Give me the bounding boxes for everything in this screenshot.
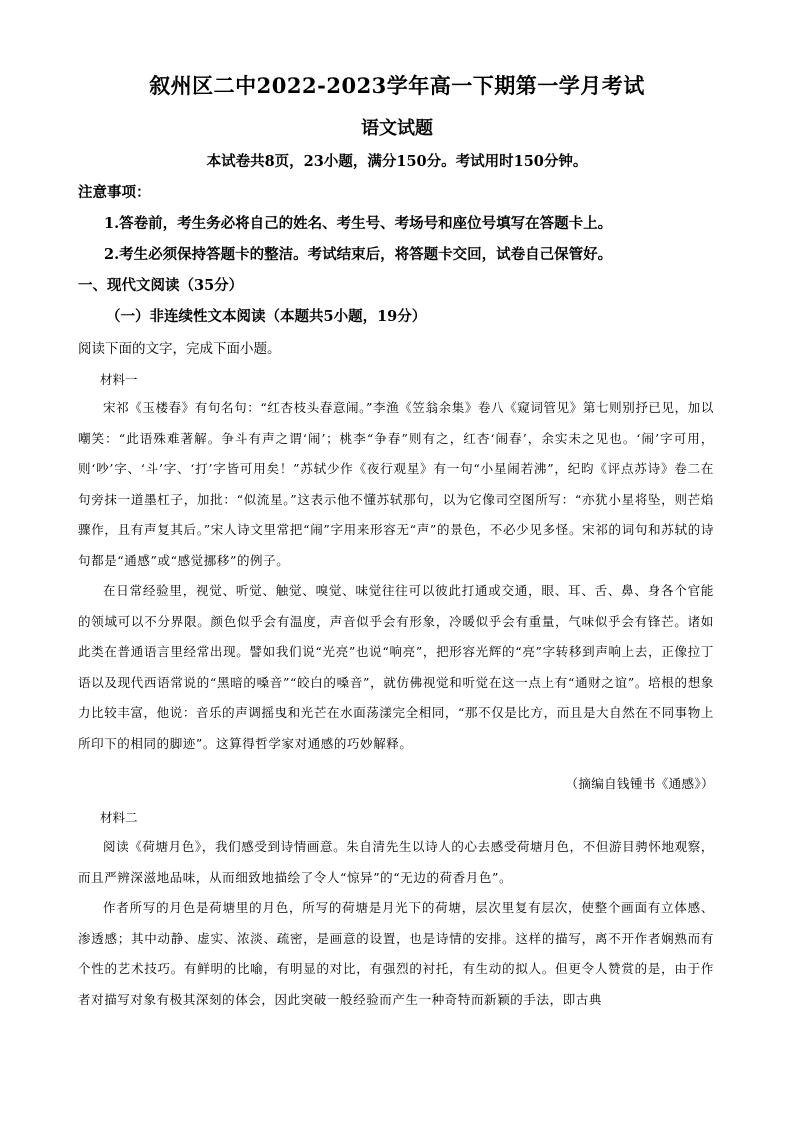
material-1-body (78, 393, 714, 759)
notice-heading: 注意事项： (78, 184, 151, 201)
material-1-paragraph-2: 在日常经验里，视觉、听觉、触觉、嗅觉、味觉往往可以彼此打通或交通，眼、耳、舌、鼻、身各个官能的领域可以不分界限。颜色似乎会有温度，声音似乎会有形象，冷暖似乎会有重量，气味似乎会有锋芒。诸如此类在普通语言里经常出现。譬如我们说“光亮”也说“响亮”，把形容光辉的“亮”字转移到声响上去，正像拉丁语以及现代西语常说的“黑暗的嗓音”“皎白的嗓音”，就仿佛视觉和听觉在这一点上有“通财之谊”。培根的想象力比较丰富，他说：音乐的声调摇曳和光芒在水面荡漾完全相同，“那不仅是比方，而且是大自然在不同事物上所印下的相同的脚迹”。这算得哲学家对通感的巧妙解释。 (78, 583, 714, 751)
subject-title: 语文试题 (361, 118, 433, 139)
material-2-body (78, 832, 714, 1015)
material-2-paragraph-2: 作者所写的月色是荷塘里的月色，所写的荷塘是月光下的荷塘，层次里复有层次，使整个画面有立体感、渗透感；其中动静、虚实、浓淡、疏密，是画意的设置，也是诗情的安排。这样的描写，离不开作者娴熟而有个性的艺术技巧。有鲜明的比喻，有明显的对比，有强烈的衬托，有生动的拟人。但更令人赞赏的是，由于作者对描写对象有极其深刻的体会，因此突破一般经验而产生一种奇特而新颖的手法，即古典 (78, 900, 714, 1007)
material-2-paragraph-1: 阅读《荷塘月色》，我们感受到诗情画意。朱自清先生以诗人的心去感受荷塘月色，不但游目骋怀地观察，而且严辨深滋地品味，从而细致地描绘了令人“惊异”的“无边的荷香月色”。 (78, 839, 714, 885)
reading-instruction: 阅读下面的文字，完成下面小题。 (78, 341, 281, 357)
exam-info: 本试卷共8页，23小题，满分150分。考试用时150分钟。 (206, 153, 588, 170)
notice-item-2: 2.考生必须保持答题卡的整洁。考试结束后，将答题卡交回，试卷自己保管好。 (104, 246, 613, 263)
notice-item-1: 1.答卷前，考生务必将自己的姓名、考生号、考场号和座位号填写在答题卡上。 (104, 215, 613, 232)
exam-title: 叙州区二中2022-2023学年高一下期第一学月考试 (149, 73, 645, 98)
material-1-label: 材料一 (100, 372, 138, 387)
section-subheading: （一）非连续性文本阅读（本题共5小题，19分） (106, 308, 427, 325)
material-1-source: （摘编自钱锺书《通感》） (565, 776, 714, 791)
section-heading: 一、现代文阅读（35分） (78, 277, 244, 294)
material-2-label: 材料二 (100, 810, 138, 825)
material-1-paragraph-1: 宋祁《玉楼春》有句名句：“红杏枝头春意闹。”李渔《笠翁余集》卷八《窥词管见》第七则别抒已见，加以嘲笑：“此语殊难著解。争斗有声之谓‘闹’；桃李“争春”则有之，红杏‘闹春’，余实未之见也。‘闹’字可用，则‘吵’字、‘斗’字、‘打’字皆可用矣！”苏轼少作《夜行观星》有一句“小星闹若沸”，纪昀《评点苏诗》卷二在句旁抹一道墨杠子，加批：“似流星。”这表示他不懂苏轼那句，以为它像司空图所写：“亦犹小星将坠，则芒焰骤作，且有声复其后。”宋人诗文里常把“闹”字用来形容无“声”的景色，不必少见多怪。宋祁的词句和苏轼的诗句都是“通感”或“感觉挪移”的例子。 (78, 400, 714, 568)
